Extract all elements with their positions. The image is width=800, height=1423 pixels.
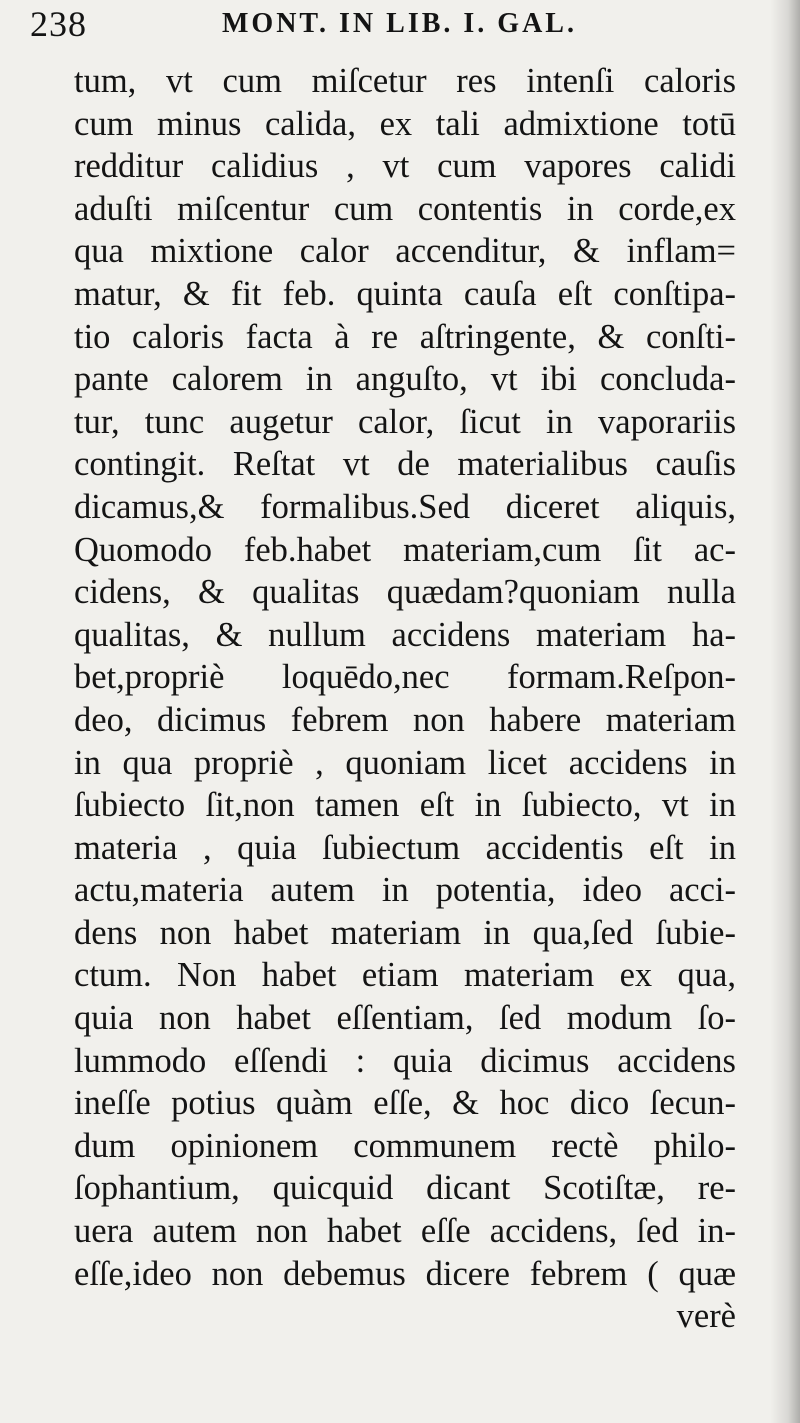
text-line: materia , quia ſubiectum accidentis eſt in bbox=[74, 828, 736, 867]
text-line: tio caloris facta à re aſtringente, & conſti- bbox=[74, 317, 736, 356]
text-line: contingit. Reſtat vt de materialibus cauſis bbox=[74, 445, 736, 484]
text-line: cum minus calida, ex tali admixtione totū bbox=[74, 104, 736, 143]
text-line: cidens, & qualitas quædam?quoniam nulla bbox=[74, 573, 736, 612]
text-line: quia non habet eſſentiam, ſed modum ſo- bbox=[74, 999, 736, 1038]
text-line: dens non habet materiam in qua,ſed ſubie- bbox=[74, 913, 736, 952]
text-line: actu,materia autem in potentia, ideo acci- bbox=[74, 871, 736, 910]
body-text bbox=[74, 60, 736, 1338]
text-line: redditur calidius , vt cum vapores calidi bbox=[74, 147, 736, 186]
page-header bbox=[30, 2, 730, 46]
text-line: dum opinionem communem rectè philo- bbox=[74, 1126, 736, 1165]
text-line: ineſſe potius quàm eſſe, & hoc dico ſecun- bbox=[74, 1084, 736, 1123]
text-line: ctum. Non habet etiam materiam ex qua, bbox=[74, 956, 736, 995]
text-line: pante calorem in anguſto, vt ibi concluda- bbox=[74, 360, 736, 399]
text-line: tum, vt cum miſcetur res intenſi caloris bbox=[74, 62, 736, 100]
text-line: uera autem non habet eſſe accidens, ſed in- bbox=[74, 1212, 736, 1251]
text-line: dicamus,& formalibus.Sed diceret aliquis, bbox=[74, 487, 736, 526]
text-line: ſubiecto ſit,non tamen eſt in ſubiecto, vt in bbox=[74, 786, 736, 825]
text-line: deo, dicimus febrem non habere materiam bbox=[74, 700, 736, 739]
text-line: ſophantium, quicquid dicant Scotiſtæ, re- bbox=[74, 1169, 736, 1208]
text-line: tur, tunc augetur calor, ſicut in vaporariis bbox=[74, 402, 736, 441]
text-line: Quomodo feb.habet materiam,cum ſit ac- bbox=[74, 530, 736, 569]
text-line: matur, & fit feb. quinta cauſa eſt conſtipa- bbox=[74, 274, 736, 313]
text-line: lummodo eſſendi : quia dicimus accidens bbox=[74, 1041, 736, 1080]
page-number: 238 bbox=[30, 4, 87, 44]
text-line: in qua propriè , quoniam licet accidens in bbox=[74, 743, 736, 782]
catchword: verè bbox=[676, 1297, 736, 1336]
text-line: qualitas, & nullum accidens materiam ha- bbox=[74, 615, 736, 654]
text-line: bet,propriè loquēdo,nec formam.Reſpon- bbox=[74, 658, 736, 697]
text-line: eſſe,ideo non debemus dicere febrem ( quæ bbox=[74, 1254, 736, 1293]
text-line: aduſti miſcentur cum contentis in corde,ex bbox=[74, 189, 736, 228]
page-edge-shadow bbox=[770, 0, 800, 1423]
text-line: qua mixtione calor accenditur, & inflam= bbox=[74, 232, 736, 271]
running-head: MONT. IN LIB. I. GAL. bbox=[222, 8, 577, 39]
